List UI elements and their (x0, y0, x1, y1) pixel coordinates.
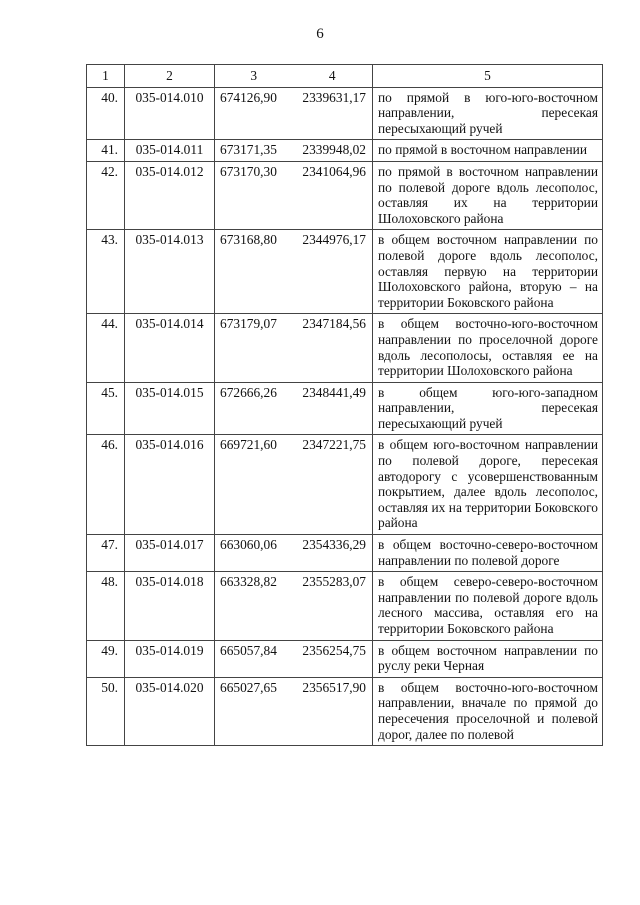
row-number: 47. (87, 535, 125, 572)
table-row (87, 572, 603, 640)
coord-y: 2356517,90 (293, 677, 373, 745)
table-row (87, 140, 603, 162)
point-code: 035-014.014 (125, 314, 215, 382)
point-code: 035-014.018 (125, 572, 215, 640)
header-col-4: 4 (293, 65, 373, 88)
row-number: 49. (87, 640, 125, 677)
point-code: 035-014.013 (125, 230, 215, 314)
description: в общем юго-восточном направлении по полевой дороге, пересекая автодорогу с усовершенствованным покрытием, далее вдоль лесополос, оставляя их на территории Боковского района (373, 435, 603, 535)
row-number: 45. (87, 382, 125, 435)
point-code: 035-014.016 (125, 435, 215, 535)
coord-x: 673170,30 (215, 161, 293, 229)
coord-y: 2356254,75 (293, 640, 373, 677)
table-row (87, 87, 603, 140)
point-code: 035-014.011 (125, 140, 215, 162)
coord-x: 673171,35 (215, 140, 293, 162)
point-code: 035-014.015 (125, 382, 215, 435)
coord-x: 674126,90 (215, 87, 293, 140)
coord-y: 2339631,17 (293, 87, 373, 140)
row-number: 42. (87, 161, 125, 229)
header-col-1: 1 (87, 65, 125, 88)
coord-y: 2344976,17 (293, 230, 373, 314)
coord-x: 665027,65 (215, 677, 293, 745)
description: в общем восточном направлении по полевой дороге вдоль лесополос, оставляя первую на территории Шолоховского района, вторую – на территории Боковского района (373, 230, 603, 314)
boundary-table (86, 64, 603, 746)
coord-x: 673179,07 (215, 314, 293, 382)
description: в общем юго-юго-западном направлении, пересекая пересыхающий ручей (373, 382, 603, 435)
table-row (87, 677, 603, 745)
page-number: 6 (316, 26, 324, 42)
description: по прямой в юго-юго-восточном направлении, пересекая пересыхающий ручей (373, 87, 603, 140)
coord-x: 663060,06 (215, 535, 293, 572)
table-row (87, 314, 603, 382)
description: в общем восточно-юго-восточном направлении, вначале по прямой до пересечения проселочной и полевой дорог, далее по полевой (373, 677, 603, 745)
point-code: 035-014.012 (125, 161, 215, 229)
table-row (87, 161, 603, 229)
row-number: 50. (87, 677, 125, 745)
table-row (87, 535, 603, 572)
header-col-2: 2 (125, 65, 215, 88)
table-row (87, 640, 603, 677)
coord-y: 2355283,07 (293, 572, 373, 640)
coord-y: 2339948,02 (293, 140, 373, 162)
row-number: 43. (87, 230, 125, 314)
point-code: 035-014.010 (125, 87, 215, 140)
coord-y: 2347184,56 (293, 314, 373, 382)
description: в общем северо-северо-восточном направлении по полевой дороге вдоль лесного массива, оставляя его на территории Боковского района (373, 572, 603, 640)
description: в общем восточно-северо-восточном направлении по полевой дороге (373, 535, 603, 572)
row-number: 44. (87, 314, 125, 382)
header-row (87, 65, 603, 88)
coord-x: 673168,80 (215, 230, 293, 314)
description: в общем восточном направлении по руслу реки Черная (373, 640, 603, 677)
description: по прямой в восточном направлении (373, 140, 603, 162)
description: в общем восточно-юго-восточном направлении по проселочной дороге вдоль лесополосы, оставляя ее на территории Шолоховского района (373, 314, 603, 382)
coord-x: 665057,84 (215, 640, 293, 677)
row-number: 46. (87, 435, 125, 535)
description: по прямой в восточном направлении по полевой дороге вдоль лесополос, оставляя их на территории Шолоховского района (373, 161, 603, 229)
coord-y: 2354336,29 (293, 535, 373, 572)
coord-y: 2347221,75 (293, 435, 373, 535)
row-number: 40. (87, 87, 125, 140)
header-col-3: 3 (215, 65, 293, 88)
point-code: 035-014.019 (125, 640, 215, 677)
table-row (87, 382, 603, 435)
table-row (87, 435, 603, 535)
coord-x: 669721,60 (215, 435, 293, 535)
coord-x: 663328,82 (215, 572, 293, 640)
point-code: 035-014.017 (125, 535, 215, 572)
point-code: 035-014.020 (125, 677, 215, 745)
header-col-5: 5 (373, 65, 603, 88)
coord-y: 2341064,96 (293, 161, 373, 229)
row-number: 48. (87, 572, 125, 640)
table-row (87, 230, 603, 314)
row-number: 41. (87, 140, 125, 162)
coord-y: 2348441,49 (293, 382, 373, 435)
coord-x: 672666,26 (215, 382, 293, 435)
